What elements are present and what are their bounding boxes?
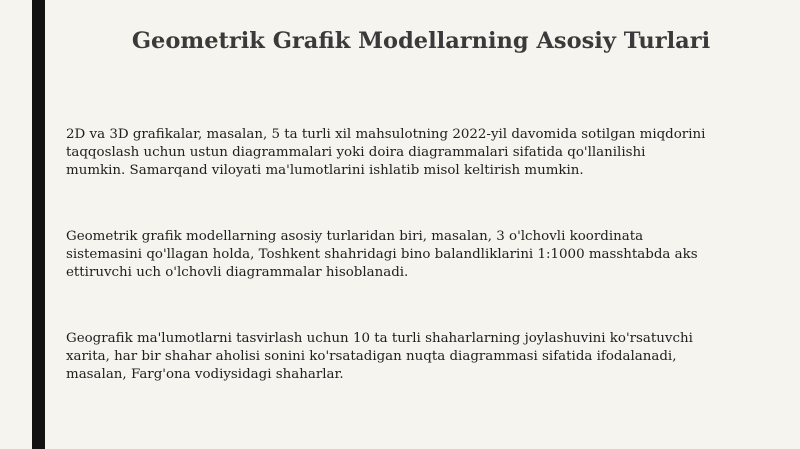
accent-bar <box>32 0 45 449</box>
paragraph-2: Geometrik grafik modellarning asosiy turlaridan biri, masalan, 3 o'lchovli koordinata sistemasini qo'llagan holda, Toshkent shahridagi bino balandliklarini 1:1000 masshtabda aks ettiruvchi uch o'lchovli diagrammalar hisoblanadi. <box>66 229 698 280</box>
paragraph-1: 2D va 3D grafikalar, masalan, 5 ta turli xil mahsulotning 2022-yil davomida sotilgan miqdorini taqqoslash uchun ustun diagrammalari yoki doira diagrammalari sifatida qo'llanilishi mumkin. Samarqand viloyati ma'lumotlarini ishlatib misol keltirish mumkin. <box>66 127 706 178</box>
slide-title: Geometrik Grafik Modellarning Asosiy Turlari <box>131 28 711 54</box>
paragraph-3: Geografik ma'lumotlarni tasvirlash uchun 10 ta turli shaharlarning joylashuvini ko'rsatuvchi xarita, har bir shahar aholisi sonini ko'rsatadigan nuqta diagrammasi sifatida ifodalanadi, masalan, Farg'ona vodiysidagi shaharlar. <box>66 331 693 382</box>
